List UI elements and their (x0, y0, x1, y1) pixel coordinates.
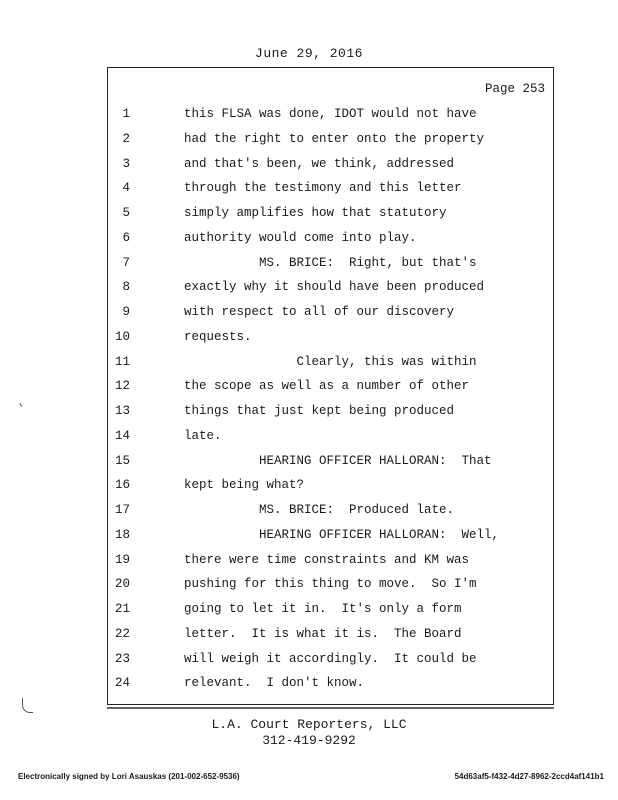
electronic-signature: Electronically signed by Lori Asauskas (201-002-652-9536) (18, 772, 240, 781)
transcript-line (108, 500, 555, 520)
line-text: authority would come into play. (184, 230, 417, 245)
line-text: HEARING OFFICER HALLORAN: That (184, 453, 492, 468)
transcript-line (108, 649, 555, 669)
transcript-line (108, 599, 555, 619)
line-text: had the right to enter onto the property (184, 131, 485, 146)
transcript-line (108, 178, 555, 198)
reporter-company: L.A. Court Reporters, LLC (211, 717, 407, 732)
transcript-line (108, 574, 555, 594)
transcript-line (108, 376, 555, 396)
line-number: 17 (114, 503, 130, 517)
line-text: and that's been, we think, addressed (184, 156, 455, 171)
line-text: the scope as well as a number of other (184, 379, 470, 394)
line-text: going to let it in. It's only a form (184, 602, 462, 616)
transcript-line (108, 154, 555, 174)
line-text: Clearly, this was within (184, 354, 477, 369)
line-text: there were time constraints and KM was (184, 552, 470, 567)
document-id: 54d63af5-f432-4d27-8962-2ccd4af141b1 (454, 772, 604, 781)
line-text: relevant. I don't know. (184, 676, 365, 691)
transcript-line (108, 228, 555, 248)
line-number: 21 (114, 602, 130, 616)
line-number: 9 (122, 305, 130, 319)
line-number: 11 (114, 354, 130, 369)
transcript-line (108, 104, 555, 124)
line-number: 22 (114, 626, 130, 641)
line-text: MS. BRICE: Produced late. (184, 503, 455, 517)
line-number: 8 (122, 280, 130, 295)
transcript-line (108, 327, 555, 347)
transcript-line (108, 203, 555, 223)
margin-mark (19, 401, 25, 407)
reporter-phone: 312-419-9292 (262, 733, 356, 748)
line-text: MS. BRICE: Right, but that's (184, 255, 477, 270)
transcript-line (108, 277, 555, 297)
line-number: 20 (114, 577, 130, 592)
line-text: late. (184, 428, 222, 443)
transcript-line (108, 525, 555, 545)
line-text: HEARING OFFICER HALLORAN: Well, (184, 527, 500, 542)
line-text: this FLSA was done, IDOT would not have (184, 107, 477, 121)
line-number: 13 (114, 404, 130, 418)
transcript-line (108, 550, 555, 570)
line-text: requests. (184, 329, 252, 344)
line-number: 24 (114, 676, 130, 691)
line-number: 16 (114, 478, 130, 493)
line-number: 23 (114, 651, 130, 666)
transcript-frame (107, 67, 554, 705)
transcript-line (108, 352, 555, 372)
line-text: will weigh it accordingly. It could be (184, 651, 477, 666)
transcript-date: June 29, 2016 (255, 46, 363, 61)
line-number: 2 (122, 131, 130, 146)
transcript-line (108, 302, 555, 322)
line-number: 1 (122, 107, 130, 121)
transcript-line (108, 475, 555, 495)
line-number: 6 (122, 230, 130, 245)
transcript-line (108, 673, 555, 693)
line-text: kept being what? (184, 478, 305, 493)
line-text: exactly why it should have been produced (184, 280, 485, 295)
line-text: things that just kept being produced (184, 404, 455, 418)
line-text: with respect to all of our discovery (184, 305, 455, 319)
line-number: 12 (114, 379, 130, 394)
line-number: 3 (122, 156, 130, 171)
line-number: 19 (114, 552, 130, 567)
transcript-line (108, 401, 555, 421)
line-number: 18 (114, 527, 130, 542)
transcript-line (108, 426, 555, 446)
line-number: 5 (122, 206, 130, 220)
transcript-line (108, 253, 555, 273)
transcript-line (108, 129, 555, 149)
line-number: 10 (114, 329, 130, 344)
page-number: Page 253 (484, 82, 545, 96)
line-number: 7 (122, 255, 130, 270)
line-number: 4 (122, 181, 130, 196)
line-number: 14 (114, 428, 130, 443)
margin-mark (22, 698, 33, 713)
line-number: 15 (114, 453, 130, 468)
line-text: letter. It is what it is. The Board (184, 626, 462, 641)
line-text: through the testimony and this letter (184, 181, 462, 196)
frame-bottom-shadow (107, 707, 554, 709)
transcript-line (108, 624, 555, 644)
line-text: simply amplifies how that statutory (184, 206, 447, 220)
line-text: pushing for this thing to move. So I'm (184, 577, 477, 592)
transcript-line (108, 451, 555, 471)
